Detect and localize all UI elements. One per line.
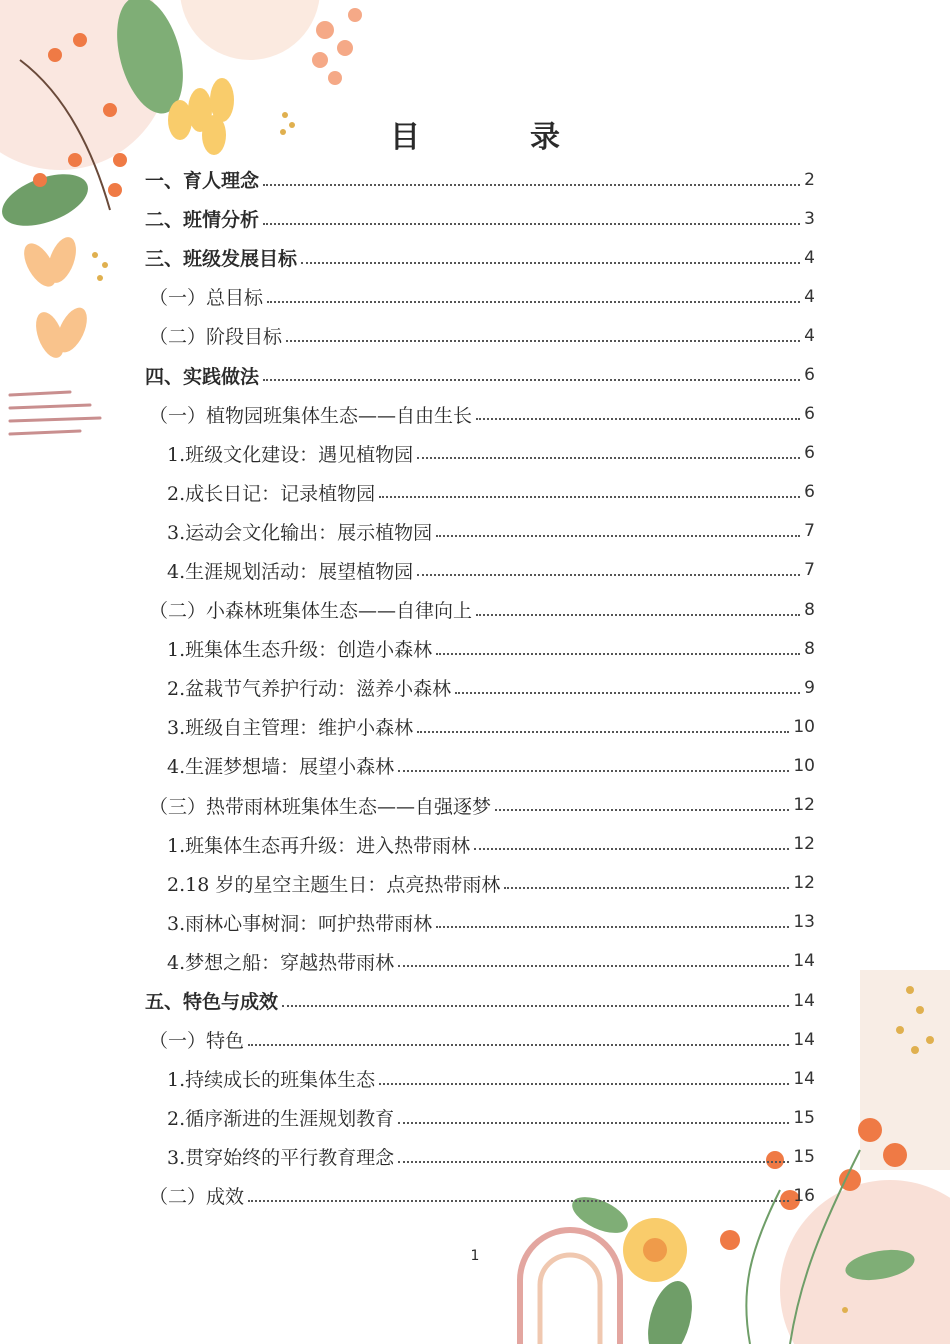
toc-list xyxy=(145,160,815,1216)
toc-entry-label: （一）植物园班集体生态——自由生长 xyxy=(149,404,473,427)
toc-entry-page-number: 6 xyxy=(804,443,815,464)
dot-leader xyxy=(301,262,800,264)
toc-entry[interactable] xyxy=(145,1098,815,1137)
toc-entry-page-number: 16 xyxy=(793,1185,815,1206)
dot-leader xyxy=(474,848,789,850)
toc-entry[interactable] xyxy=(145,629,815,668)
toc-entry[interactable] xyxy=(145,512,815,551)
toc-entry-label: 3.雨林心事树洞：呵护热带雨林 xyxy=(167,912,433,935)
dot-leader xyxy=(436,653,800,655)
toc-entry-page-number: 7 xyxy=(804,560,815,581)
toc-entry[interactable] xyxy=(145,942,815,981)
toc-entry[interactable] xyxy=(145,786,815,825)
toc-entry[interactable] xyxy=(145,277,815,316)
toc-entry-label: 1.班集体生态再升级：进入热带雨林 xyxy=(167,834,471,857)
toc-entry-page-number: 2 xyxy=(804,169,815,190)
dot-leader xyxy=(282,1005,789,1007)
toc-entry[interactable] xyxy=(145,473,815,512)
toc-entry[interactable] xyxy=(145,395,815,434)
toc-entry-page-number: 8 xyxy=(804,638,815,659)
toc-entry-label: 2.盆栽节气养护行动：滋养小森林 xyxy=(167,678,452,701)
toc-entry-page-number: 3 xyxy=(804,208,815,229)
toc-entry-page-number: 15 xyxy=(793,1107,815,1128)
toc-entry-label: 1.班集体生态升级：创造小森林 xyxy=(167,639,433,662)
toc-entry-label: 3.运动会文化输出：展示植物园 xyxy=(167,521,433,544)
toc-entry-label: 4.梦想之船：穿越热带雨林 xyxy=(167,951,395,974)
dot-leader xyxy=(398,770,789,772)
toc-entry-label: 1.班级文化建设：遇见植物园 xyxy=(167,443,414,466)
page-number: 1 xyxy=(470,1248,480,1264)
toc-entry[interactable] xyxy=(145,825,815,864)
toc-title: 目 录 xyxy=(390,120,600,155)
toc-entry-label: 2.18 岁的星空主题生日：点亮热带雨林 xyxy=(167,873,501,896)
toc-entry-label: （一）总目标 xyxy=(149,287,264,310)
toc-entry[interactable] xyxy=(145,903,815,942)
dot-leader xyxy=(398,1161,789,1163)
toc-entry[interactable] xyxy=(145,746,815,785)
toc-entry-page-number: 15 xyxy=(793,1146,815,1167)
toc-entry-label: （二）小森林班集体生态——自律向上 xyxy=(149,600,473,623)
dot-leader xyxy=(495,809,789,811)
toc-entry-label: 3.贯穿始终的平行教育理念 xyxy=(167,1147,395,1170)
toc-entry-page-number: 4 xyxy=(804,325,815,346)
dot-leader xyxy=(398,1122,789,1124)
toc-entry[interactable] xyxy=(145,355,815,394)
toc-entry-page-number: 6 xyxy=(804,482,815,503)
toc-entry-label: 一、育人理念 xyxy=(145,170,260,193)
toc-entry[interactable] xyxy=(145,981,815,1020)
dot-leader xyxy=(398,965,789,967)
dot-leader xyxy=(417,574,800,576)
dot-leader xyxy=(267,301,800,303)
toc-entry-page-number: 12 xyxy=(793,834,815,855)
toc-entry-label: 1.持续成长的班集体生态 xyxy=(167,1069,376,1092)
dot-leader xyxy=(248,1044,789,1046)
toc-entry[interactable] xyxy=(145,434,815,473)
dot-leader xyxy=(436,926,789,928)
toc-entry-page-number: 13 xyxy=(793,912,815,933)
toc-entry[interactable] xyxy=(145,1020,815,1059)
dot-leader xyxy=(286,340,800,342)
toc-entry-label: 二、班情分析 xyxy=(145,209,260,232)
dot-leader xyxy=(263,379,800,381)
dot-leader xyxy=(248,1200,789,1202)
toc-entry-page-number: 14 xyxy=(793,990,815,1011)
toc-entry-page-number: 9 xyxy=(804,677,815,698)
toc-entry[interactable] xyxy=(145,551,815,590)
toc-entry-label: 五、特色与成效 xyxy=(145,991,279,1014)
toc-entry[interactable] xyxy=(145,668,815,707)
toc-entry-page-number: 10 xyxy=(793,755,815,776)
dot-leader xyxy=(263,223,800,225)
toc-entry-label: 三、班级发展目标 xyxy=(145,248,298,271)
toc-entry-page-number: 4 xyxy=(804,286,815,307)
dot-leader xyxy=(476,614,800,616)
toc-entry-label: （一）特色 xyxy=(149,1030,245,1053)
toc-entry-page-number: 7 xyxy=(804,521,815,542)
toc-entry-page-number: 14 xyxy=(793,1029,815,1050)
toc-entry[interactable] xyxy=(145,707,815,746)
toc-entry[interactable] xyxy=(145,238,815,277)
dot-leader xyxy=(379,1083,789,1085)
toc-entry-page-number: 10 xyxy=(793,716,815,737)
dot-leader xyxy=(436,535,800,537)
toc-entry-label: （二）阶段目标 xyxy=(149,326,283,349)
toc-entry-page-number: 4 xyxy=(804,247,815,268)
toc-entry-page-number: 14 xyxy=(793,1068,815,1089)
toc-entry[interactable] xyxy=(145,316,815,355)
toc-entry[interactable] xyxy=(145,864,815,903)
toc-entry[interactable] xyxy=(145,1059,815,1098)
toc-entry[interactable] xyxy=(145,1176,815,1215)
toc-entry-label: （三）热带雨林班集体生态——自强逐梦 xyxy=(149,795,492,818)
toc-entry-label: 3.班级自主管理：维护小森林 xyxy=(167,717,414,740)
toc-entry-page-number: 6 xyxy=(804,365,815,386)
dot-leader xyxy=(417,731,789,733)
toc-entry-page-number: 6 xyxy=(804,404,815,425)
toc-entry[interactable] xyxy=(145,199,815,238)
toc-entry-label: 2.成长日记：记录植物园 xyxy=(167,482,376,505)
toc-entry-label: 四、实践做法 xyxy=(145,365,260,388)
toc-entry-label: 4.生涯梦想墙：展望小森林 xyxy=(167,756,395,779)
toc-entry-page-number: 12 xyxy=(793,873,815,894)
toc-entry-page-number: 8 xyxy=(804,599,815,620)
toc-entry-label: （二）成效 xyxy=(149,1186,245,1209)
dot-leader xyxy=(455,692,800,694)
dot-leader xyxy=(504,887,789,889)
dot-leader xyxy=(476,418,800,420)
dot-leader xyxy=(379,496,800,498)
dot-leader xyxy=(263,184,800,186)
toc-entry-label: 2.循序渐进的生涯规划教育 xyxy=(167,1108,395,1131)
toc-entry[interactable] xyxy=(145,160,815,199)
toc-entry[interactable] xyxy=(145,1137,815,1176)
toc-entry-page-number: 14 xyxy=(793,951,815,972)
dot-leader xyxy=(417,457,800,459)
toc-entry-page-number: 12 xyxy=(793,795,815,816)
toc-entry-label: 4.生涯规划活动：展望植物园 xyxy=(167,560,414,583)
toc-entry[interactable] xyxy=(145,590,815,629)
